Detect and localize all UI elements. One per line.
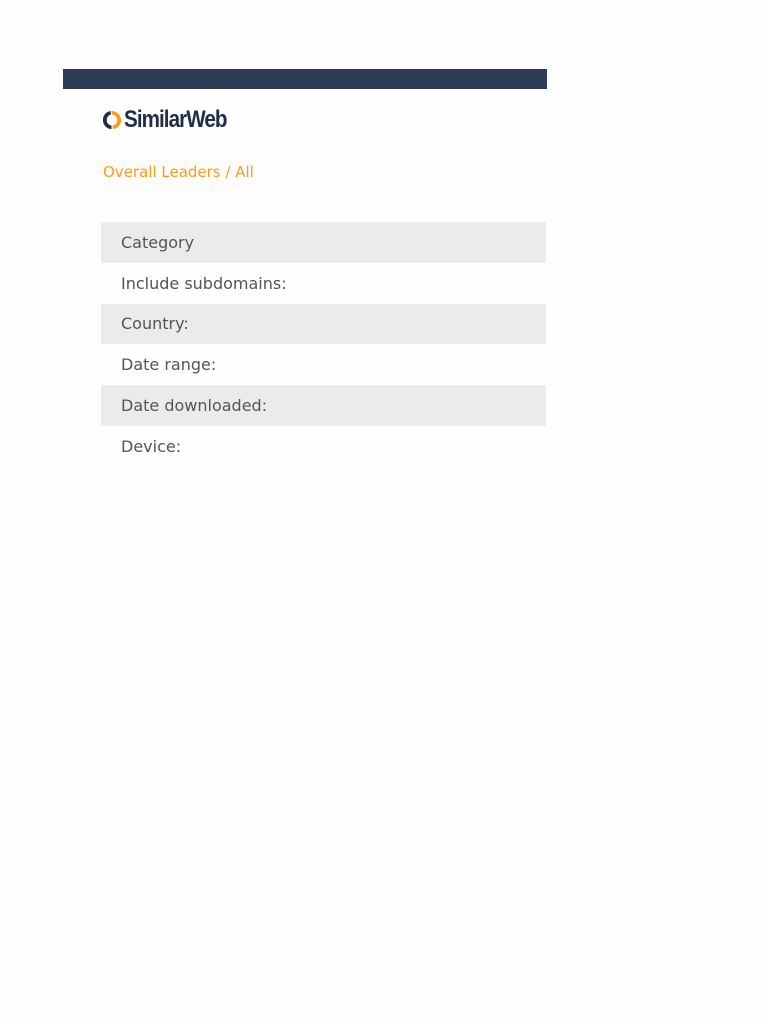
brand-logo [101,106,243,134]
info-row-label: Category [121,232,195,252]
info-row-label: Country: [121,314,189,334]
info-row [101,426,546,467]
similarweb-logo-icon [101,108,123,132]
info-row-label: Include subdomains: [121,273,287,293]
info-row-label: Date range: [121,355,217,375]
info-row [101,385,546,426]
info-row-label: Date downloaded: [121,396,268,416]
breadcrumb: Overall Leaders / All [103,163,254,181]
info-row [101,304,546,345]
info-row [101,263,546,304]
info-row [101,222,546,263]
info-row [101,344,546,385]
info-table [101,222,546,467]
info-row-label: Device: [121,436,182,456]
brand-name: SimilarWeb [124,106,227,133]
header-bar [63,69,547,89]
